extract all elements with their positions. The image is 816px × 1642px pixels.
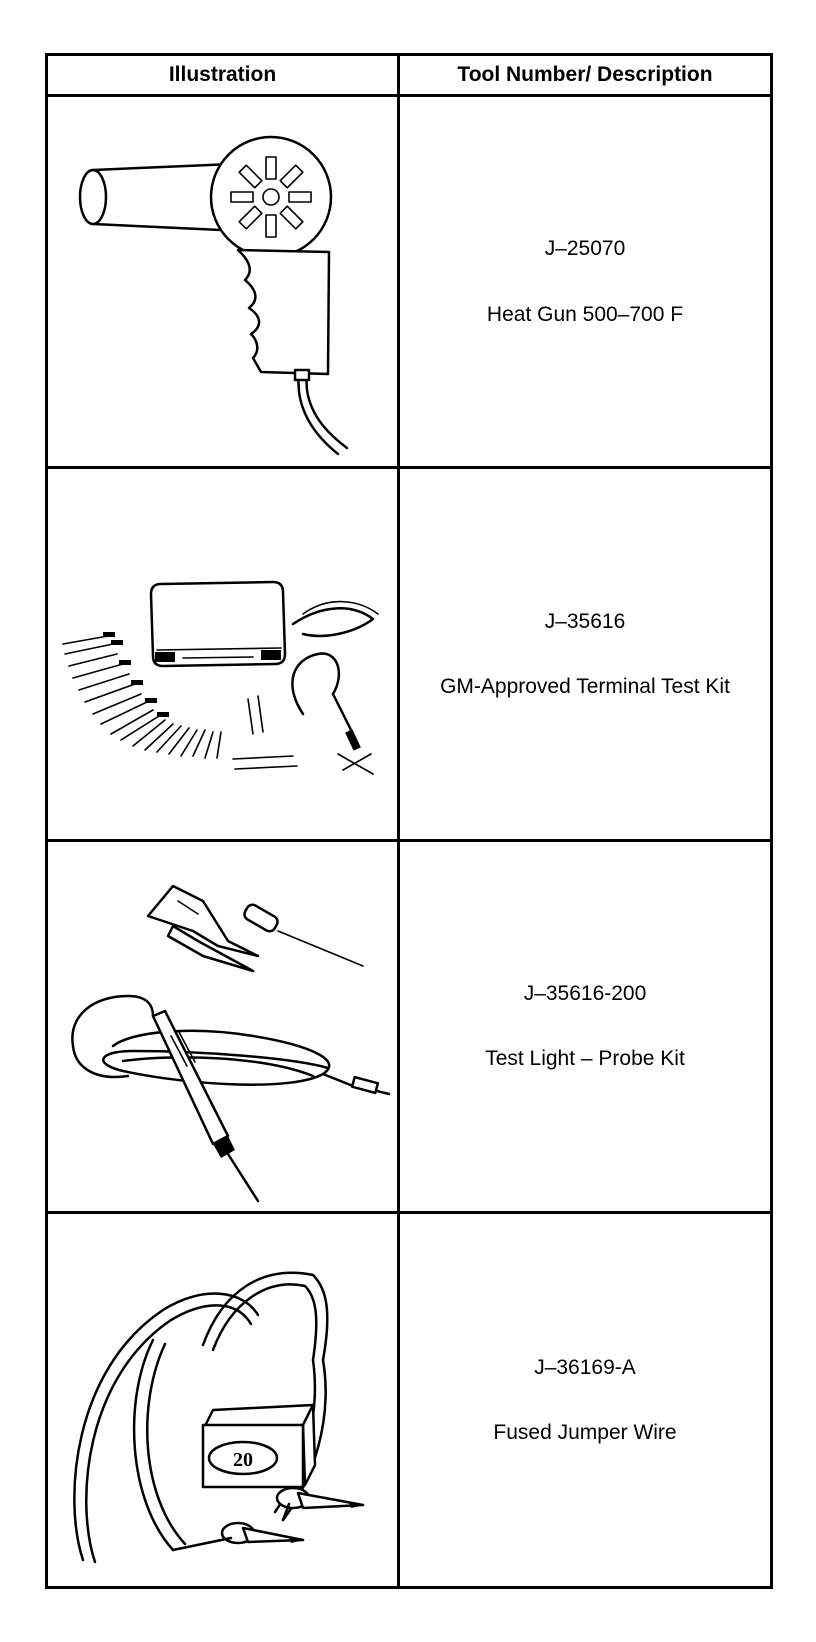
illustration-cell-fused-jumper-wire	[48, 1214, 400, 1586]
illustration-cell-terminal-test-kit	[48, 469, 400, 841]
heat-gun-icon	[53, 102, 393, 462]
description-cell-test-light-probe-kit	[400, 842, 770, 1214]
header-illustration: Illustration	[48, 56, 400, 97]
description-cell-heat-gun	[400, 97, 770, 469]
description-cell-terminal-test-kit	[400, 469, 770, 841]
terminal-test-kit-icon	[53, 474, 393, 834]
header-tool-number-description: Tool Number/ Description	[400, 56, 770, 97]
tool-description: GM-Approved Terminal Test Kit	[440, 674, 730, 698]
fused-jumper-wire-icon	[53, 1220, 393, 1580]
tool-description: Heat Gun 500–700 F	[486, 302, 684, 326]
tool-description: Test Light – Probe Kit	[485, 1047, 685, 1071]
tool-number: J–36169-A	[534, 1355, 636, 1379]
illustration-cell-heat-gun	[48, 97, 400, 469]
description-cell-fused-jumper-wire	[400, 1214, 770, 1586]
tool-number: J–35616-200	[523, 981, 647, 1005]
fuse-rating-label: 20	[232, 1448, 253, 1471]
test-light-probe-kit-icon	[53, 846, 393, 1206]
tool-number: J–35616	[544, 609, 626, 633]
tool-number: J–25070	[544, 237, 626, 261]
illustration-cell-test-light-probe-kit	[48, 842, 400, 1214]
tool-description: Fused Jumper Wire	[493, 1420, 677, 1444]
special-tools-table	[45, 53, 773, 1589]
